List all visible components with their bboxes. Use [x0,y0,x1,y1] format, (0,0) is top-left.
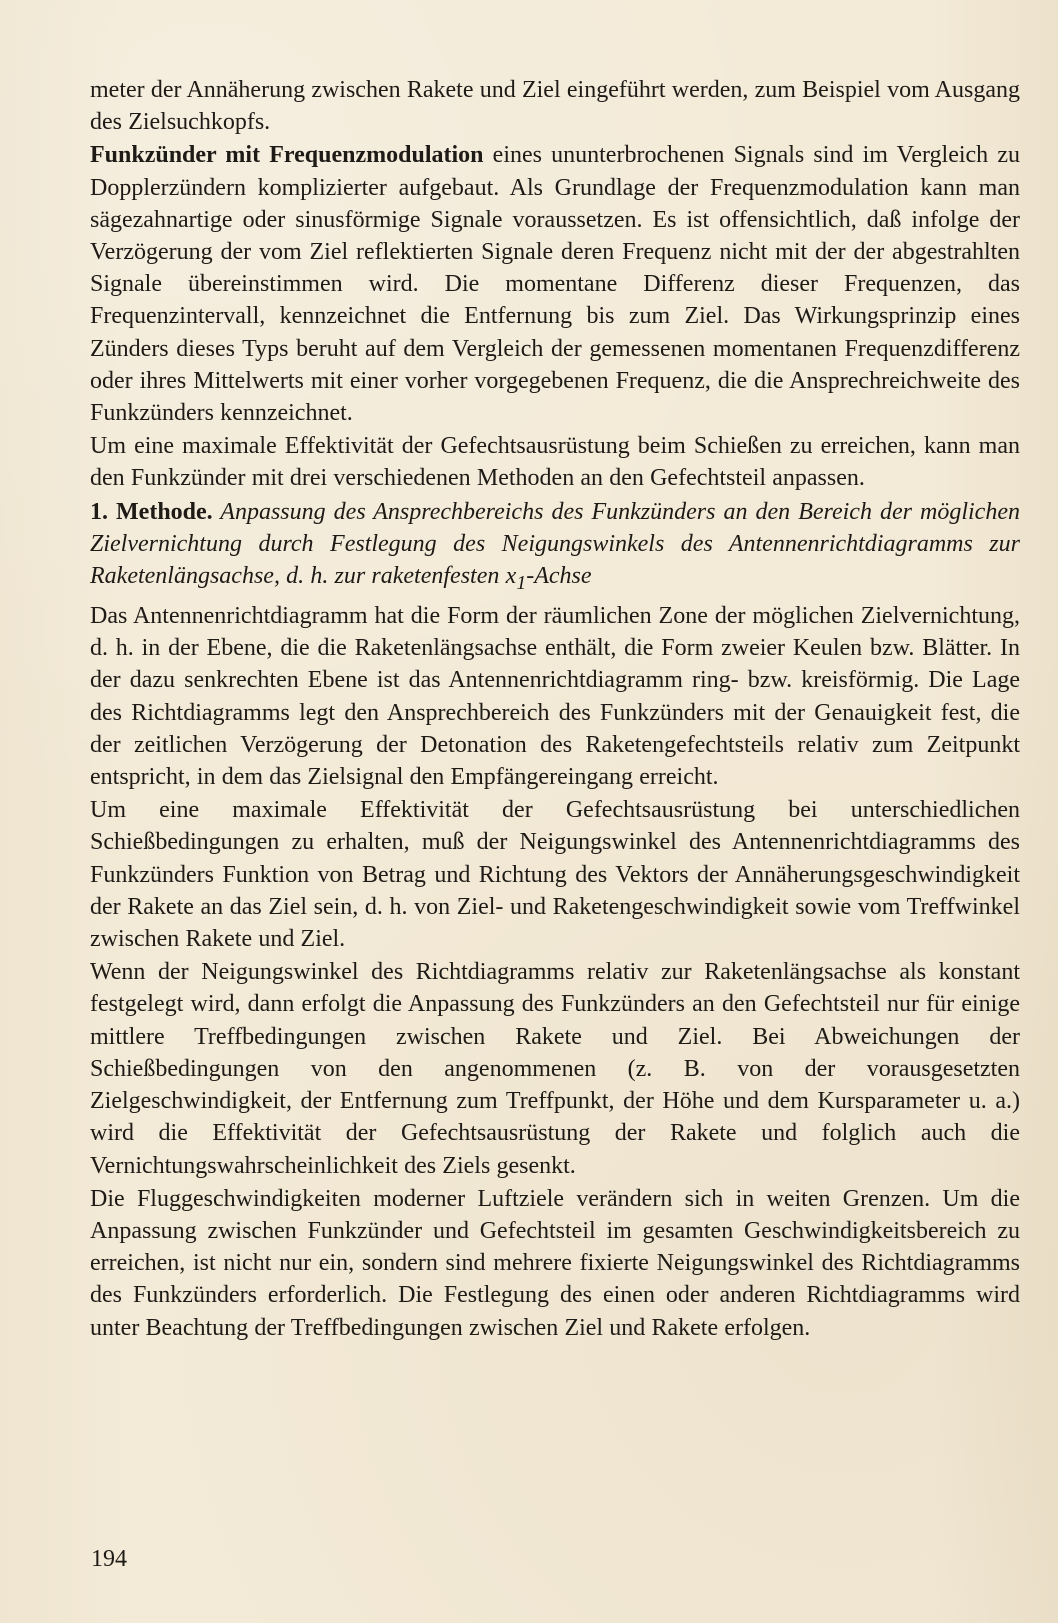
paragraph-text: Das Antennenrichtdiagramm hat die Form der räumlichen Zone der möglichen Zielvernichtung, d. h. in der Ebene, die die Raketenlängsachse enthält, die Form zweier Keulen bzw. Blätter. In der dazu senkrechten Ebene ist das Antennenrichtdiagramm ring- bzw. kreisförmig. Die Lage des Richtdiagramms legt den Ansprechbereich des Funkzünders mit der Genauigkeit fest, die der zeitlichen Verzögerung der Detonation des Raketengefechtsteils relativ zum Zeitpunkt entspricht, in dem das Zielsignal den Empfängereingang erreicht. [90,603,1020,791]
paragraph [90,1183,1020,1344]
method-label: 1. Methode. [90,498,213,525]
paragraph-text: eines ununterbrochenen Signals sind im Vergleich zu Dopplerzündern komplizierter aufgebaut. Als Grundlage der Frequenzmodulation kann man sägezahnartige oder sinusförmige Signale voraussetzen. Es ist offensichtlich, daß infolge der Verzögerung der vom Ziel reflektierten Signale deren Frequenz nicht mit der der abgestrahlten Signale übereinstimmen wird. Die momentane Differenz dieser Frequenzen, das Frequenzintervall, kennzeichnet die Entfernung bis zum Ziel. Das Wirkungsprinzip eines Zünders dieses Typs beruht auf dem Vergleich der gemessenen momentanen Frequenzdifferenz oder ihres Mittelwerts mit einer vorher vorgegebenen Frequenz, die die Ansprechreichweite des Funkzünders kennzeichnet. [90,142,1020,427]
paragraph-text: Um eine maximale Effektivität der Gefechtsausrüstung bei unterschiedlichen Schießbedingungen zu erhalten, muß der Neigungswinkel des Antennenrichtdiagramms des Funkzünders Funktion von Betrag und Richtung des Vektors der Annäherungsgeschwindigkeit der Rakete an das Ziel sein, d. h. von Ziel- und Raketengeschwindigkeit sowie vom Treffwinkel zwischen Rakete und Ziel. [90,797,1020,953]
paragraph [90,600,1020,793]
axis-subscript: 1 [516,571,527,594]
method-description-tail: -Achse [526,563,592,590]
paragraph [90,794,1020,955]
paragraph [90,430,1020,494]
method-description: Anpassung des Ansprechbereichs des Funkzünders an den Bereich der möglichen Zielvernichtung durch Festlegung des Neigungswinkels des Antennenrichtdiagramms zur Raketenlängsachse, d. h. zur raketenfesten x [90,498,1020,590]
paragraph-text: Wenn der Neigungswinkel des Richtdiagramms relativ zur Raketenlängsachse als konstant festgelegt wird, dann erfolgt die Anpassung des Funkzünders an den Gefechtsteil nur für einige mittlere Treffbedingungen zwischen Rakete und Ziel. Bei Abweichungen der Schießbedingungen von den angenommenen (z. B. von der vorausgesetzten Zielgeschwindigkeit, der Entfernung zum Treffpunkt, der Höhe und dem Kursparameter u. a.) wird die Effektivität der Gefechtsausrüstung der Rakete und folglich auch die Vernichtungswahrscheinlichkeit des Ziels gesenkt. [90,959,1020,1179]
paragraph-text: meter der Annäherung zwischen Rakete und Ziel eingeführt werden, zum Beispiel vom Ausgang des Zielsuchkopfs. [90,77,1020,136]
page-number: 194 [91,1546,127,1572]
paragraph [90,139,1020,429]
section-lead: Funkzünder mit Frequenzmodulation [90,142,484,169]
paragraph-text: Die Fluggeschwindigkeiten moderner Luftziele verändern sich in weiten Grenzen. Um die Anpassung zwischen Funkzünder und Gefechtsteil im gesamten Geschwindigkeitsbereich zu erreichen, ist nicht nur ein, sondern sind mehrere fixierte Neigungswinkel des Richtdiagramms des Funkzünders erforderlich. Die Festlegung des einen oder anderen Richtdiagramms wird unter Beachtung der Treffbedingungen zwischen Ziel und Rakete erfolgen. [90,1185,1020,1341]
body-text [90,74,1020,1344]
paragraph [90,956,1020,1181]
paragraph-text: Um eine maximale Effektivität der Gefechtsausrüstung beim Schießen zu erreichen, kann man den Funkzünder mit drei verschiedenen Methoden an den Gefechtsteil anpassen. [90,433,1020,492]
paragraph [90,74,1020,138]
method-heading [90,496,1020,599]
